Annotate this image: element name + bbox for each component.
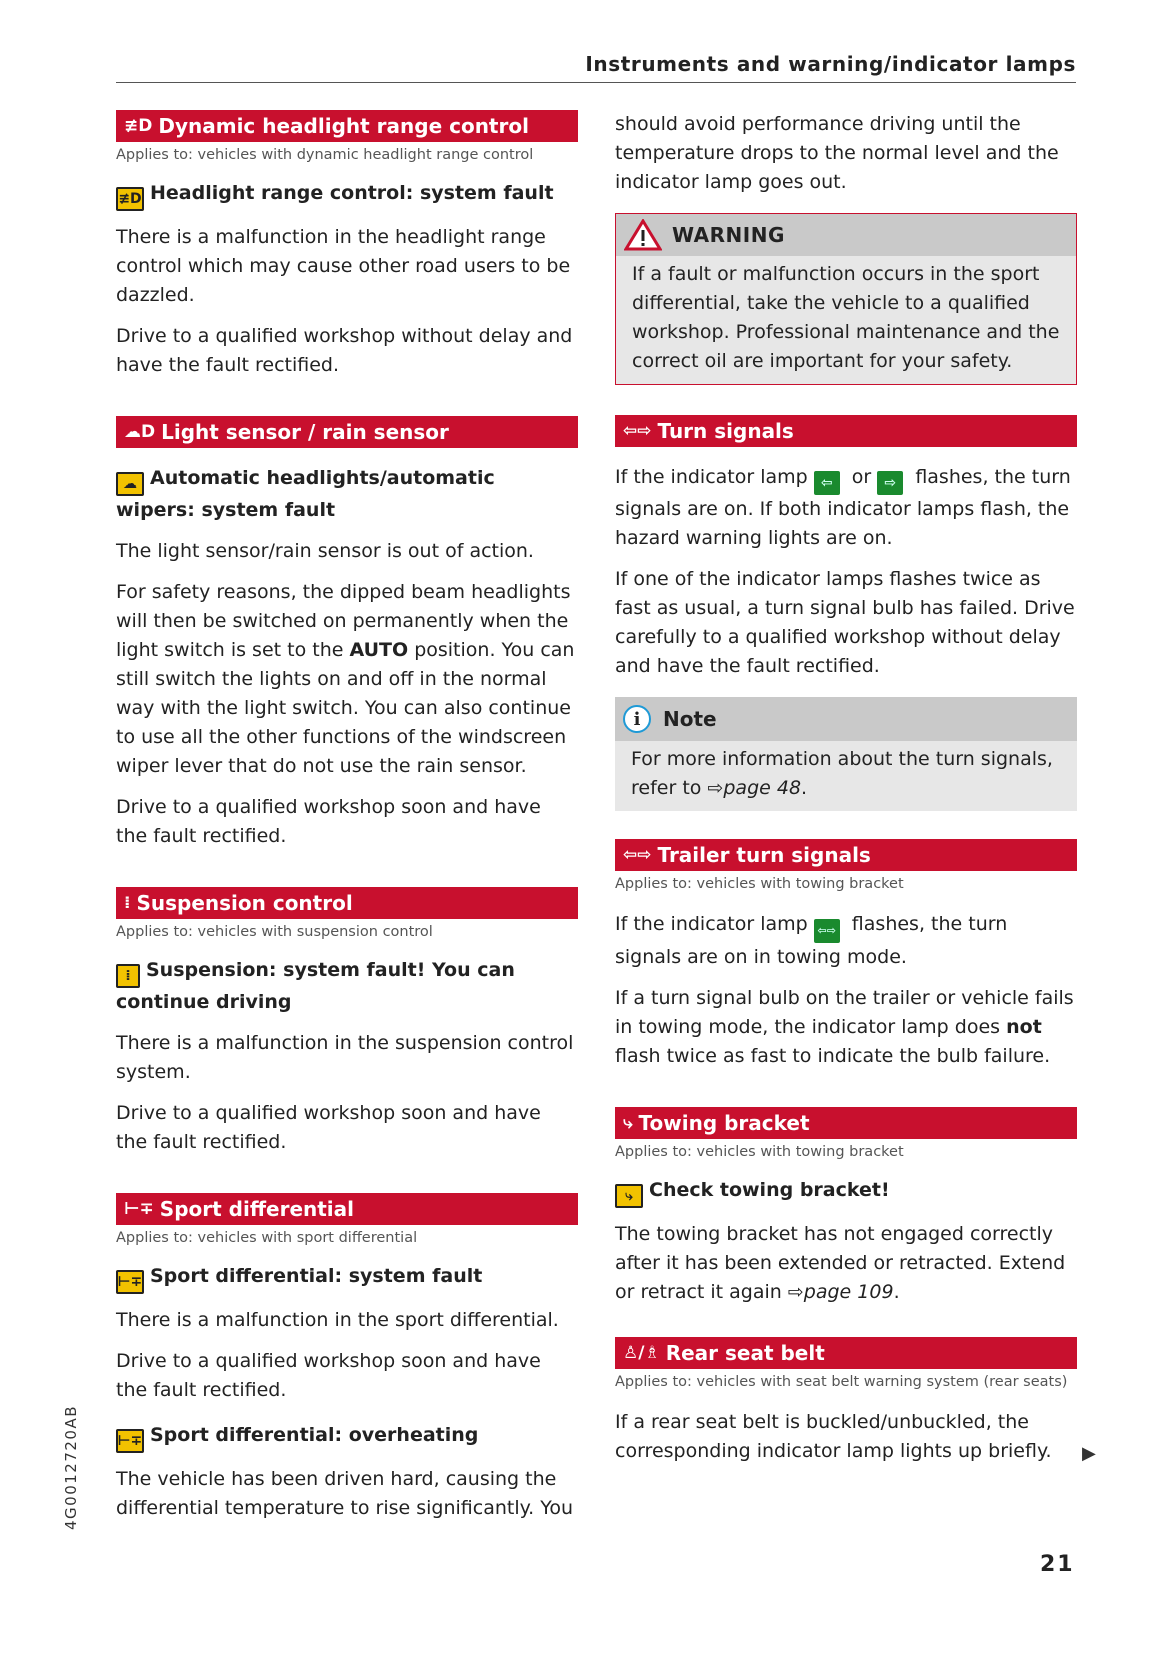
towing-bracket-lamp-icon: ⤷ [615,1184,643,1208]
text: If a turn signal bulb on the trailer or vehicle fails in towing mode, the indicator lamp does [615,987,1074,1038]
subheading-text: Suspension: system fault! You can continue driving [116,959,515,1013]
paragraph: should avoid performance driving until the temperature drops to the normal level and the indicator lamp goes out. [615,113,1059,193]
section-head-sport-differential [116,1193,578,1225]
warning-body: If a fault or malfunction occurs in the sport differential, take the vehicle to a qualified workshop. Professional maintenance and the correct oil are important for your safety. [616,256,1076,384]
right-column [615,110,1077,1466]
text: If the indicator lamp [615,913,814,935]
paragraph: The light sensor/rain sensor is out of action. [116,540,534,562]
section-title: Turn signals [657,419,794,443]
text: or [845,466,878,488]
left-column [116,110,578,1523]
continue-arrow-icon: ▶ [1082,1443,1096,1464]
trailer-turn-lamp-icon: ⇦⇨ [814,919,840,943]
applies-to: Applies to: vehicles with suspension control [116,924,433,940]
text: If the indicator lamp [615,466,814,488]
section-head-towing-bracket [615,1107,1077,1139]
subheading-text: Sport differential: overheating [150,1424,479,1446]
paragraph: Drive to a qualified workshop soon and have the fault rectified. [116,796,541,847]
warning-box-header [616,214,1076,256]
warning-box [615,213,1077,385]
paragraph: Drive to a qualified workshop soon and have the fault rectified. [116,1102,541,1153]
paragraph [615,463,1077,553]
paragraph: There is a malfunction in the sport differential. [116,1309,559,1331]
note-box-header [615,697,1077,741]
text: . [893,1281,900,1303]
sport-differential-lamp-icon: ⊢∓ [116,1270,144,1294]
subheading [116,464,578,525]
sport-differential-icon: ⊢∓ [124,1199,154,1219]
headlight-range-icon: ≢D [124,116,153,136]
section-title: Towing bracket [638,1111,810,1135]
text: The towing bracket has not engaged correctly after it has been extended or retracted. Extend or retract it again [615,1223,1066,1303]
paragraph [615,910,1077,972]
note-title: Note [663,707,717,731]
section-title: Light sensor / rain sensor [161,420,449,444]
text: flash twice as fast to indicate the bulb failure. [615,1045,1051,1067]
warning-triangle-icon [624,219,662,251]
section-head-light-sensor [116,416,578,448]
note-body [615,741,1077,811]
section-title: Dynamic headlight range control [158,114,529,138]
applies-to: Applies to: vehicles with towing bracket [615,876,904,892]
right-turn-lamp-icon: ⇨ [877,471,903,495]
text: flashes, the turn signals are on. If both indicator lamps flash, the hazard warning lights are on. [615,466,1071,549]
paragraph: There is a malfunction in the headlight range control which may cause other road users to be dazzled. [116,226,571,306]
section-title: Sport differential [159,1197,355,1221]
section-head-rear-seat-belt [615,1337,1077,1369]
page-reference-link[interactable]: page 109 [803,1281,894,1303]
paragraph [615,1220,1077,1307]
paragraph: If a rear seat belt is buckled/unbuckled, the corresponding indicator lamp lights up briefly. [615,1411,1052,1462]
applies-to: Applies to: vehicles with sport differential [116,1230,418,1246]
subheading [116,1421,578,1453]
subheading [116,1262,578,1294]
headlight-range-lamp-icon: ≢D [116,187,144,211]
applies-to: Applies to: vehicles with dynamic headlight range control [116,147,534,163]
section-head-suspension [116,887,578,919]
text: position. You can still switch the lights on and off in the normal way with the light switch. You can also continue to use all the other functions of the windscreen wiper lever that do not use the rain sensor. [116,639,575,777]
section-head-trailer-turn-signals [615,839,1077,871]
section-title: Rear seat belt [665,1341,825,1365]
subheading [116,956,578,1017]
arrow-right-icon: ⇨ [707,777,724,799]
light-sensor-lamp-icon: ☁ [116,472,144,496]
section-head-dynamic-headlight [116,110,578,142]
paragraph: The vehicle has been driven hard, causing the differential temperature to rise significantly. You [116,1468,573,1519]
subheading-text: Sport differential: system fault [150,1265,483,1287]
text: flashes, the turn signals are on in towing mode. [615,913,1008,968]
paragraph: If one of the indicator lamps flashes twice as fast as usual, a turn signal bulb has failed. Drive carefully to a qualified workshop without delay and have the fault rectified. [615,568,1075,677]
text: . [801,777,808,799]
subheading [116,179,578,211]
paragraph: There is a malfunction in the suspension control system. [116,1032,574,1083]
section-head-turn-signals [615,415,1077,447]
paragraph [116,578,578,781]
arrow-right-icon: ⇨ [787,1281,804,1303]
note-box [615,697,1077,811]
warning-title: WARNING [672,223,785,247]
suspension-icon: ⁞ [124,893,131,913]
subheading-text: Headlight range control: system fault [150,182,554,204]
applies-to: Applies to: vehicles with towing bracket [615,1144,904,1160]
page-header-title: Instruments and warning/indicator lamps [116,52,1076,83]
towing-bracket-icon: ⤷ [623,1113,633,1133]
section-title: Suspension control [136,891,353,915]
subheading-text: Check towing bracket! [649,1179,890,1201]
applies-to: Applies to: vehicles with seat belt warning system (rear seats) [615,1374,1068,1390]
text: For more information about the turn signals, refer to [631,748,1053,799]
trailer-turn-signals-icon: ⇦⇨ [623,845,652,865]
left-turn-lamp-icon: ⇦ [814,471,840,495]
info-icon: i [623,705,651,733]
subheading-text: Automatic headlights/automatic wipers: system fault [116,467,495,521]
auto-label: AUTO [349,639,409,661]
text: For safety reasons, the dipped beam headlights will then be switched on permanently when the light switch is set to the [116,581,571,661]
page-number: 21 [1040,1552,1075,1577]
emphasis: not [1006,1016,1042,1038]
document-code: 4G0012720AB [62,1404,80,1530]
page-reference-link[interactable]: page 48 [723,777,802,799]
section-title: Trailer turn signals [657,843,871,867]
paragraph: Drive to a qualified workshop without delay and have the fault rectified. [116,325,573,376]
suspension-lamp-icon: ⁞ [116,964,140,988]
turn-signals-icon: ⇦⇨ [623,421,652,441]
paragraph: Drive to a qualified workshop soon and have the fault rectified. [116,1350,541,1401]
light-sensor-icon: ☁D [124,422,156,442]
sport-differential-lamp-icon: ⊢∓ [116,1429,144,1453]
paragraph [615,984,1077,1071]
seat-belt-icon: ♙/♗ [623,1343,660,1363]
subheading [615,1176,1077,1208]
